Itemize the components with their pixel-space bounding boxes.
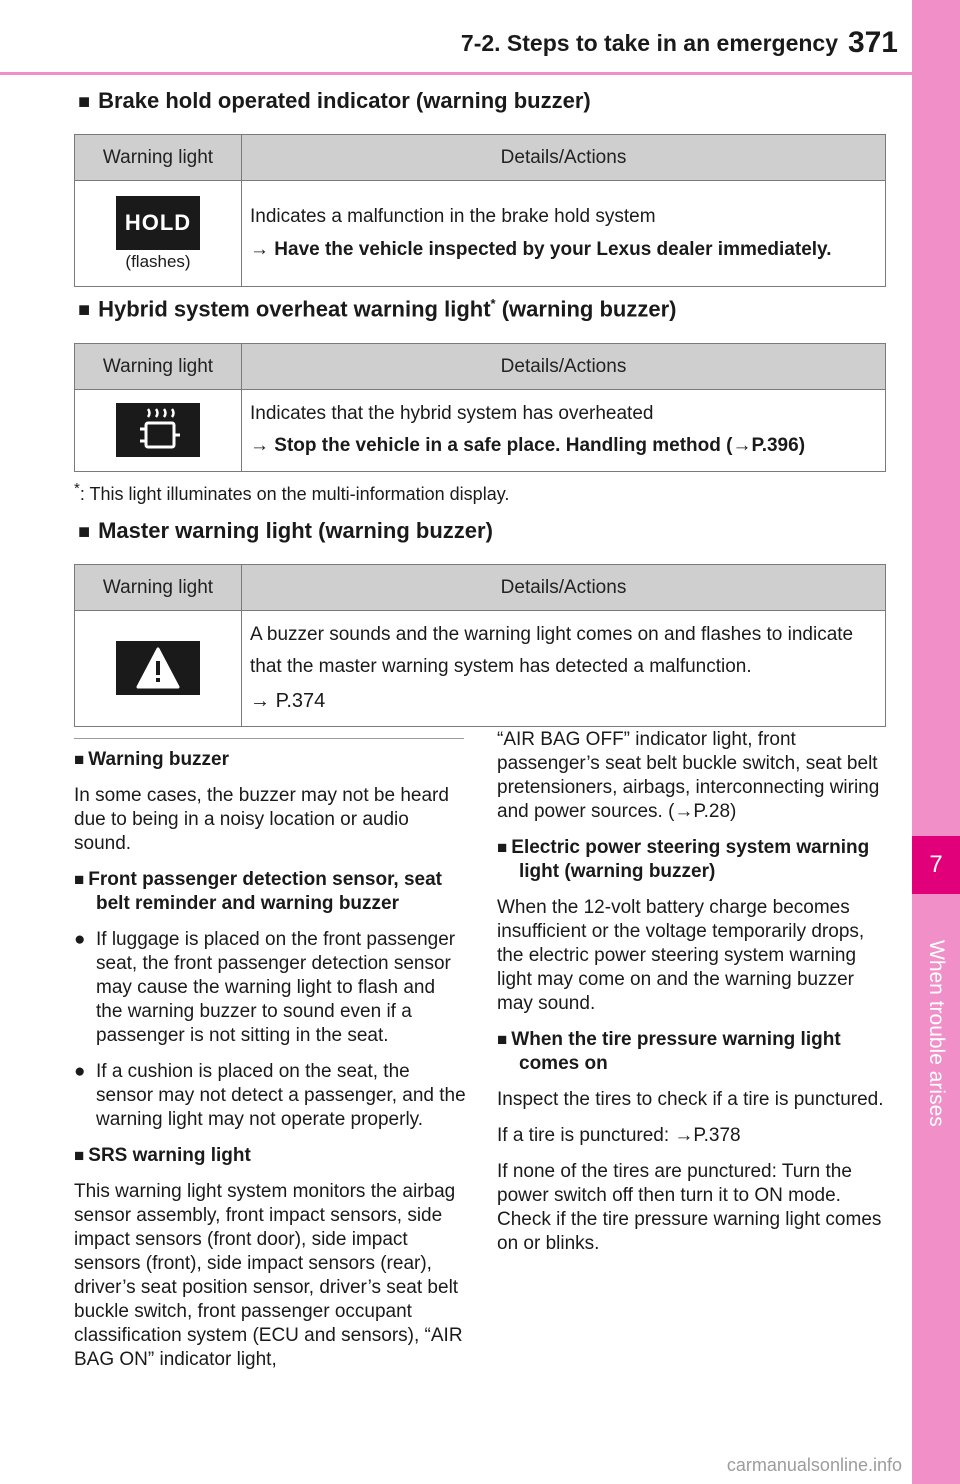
action-text: → Stop the vehicle in a safe place. Handling method (→P.396) xyxy=(250,435,806,457)
table-brake-hold xyxy=(74,134,886,287)
notes-left-column xyxy=(74,748,466,1384)
note-title-warning-buzzer: ■ Warning buzzer xyxy=(74,749,230,770)
detail-cell xyxy=(242,390,886,472)
chapter-title: When trouble arises xyxy=(925,940,948,1127)
detail-text: A buzzer sounds and the warning light comes on and flashes to indicate that the master warning system has detected a malfunction. xyxy=(250,624,854,678)
note-text: In some cases, the buzzer may not be heard due to being in a noisy location or audio sound. xyxy=(74,785,449,854)
note-title-eps: ■ Electric power steering system warning light (warning buzzer) xyxy=(497,837,870,882)
notes-right-column xyxy=(497,728,889,1268)
footnote: *: This light illuminates on the multi-information display. xyxy=(74,480,510,504)
header-rule xyxy=(0,72,912,75)
col-details-actions: Details/Actions xyxy=(242,344,886,390)
action-text: → Have the vehicle inspected by your Lexus dealer immediately. xyxy=(250,238,832,260)
col-warning-light: Warning light xyxy=(75,565,242,611)
heading-brake-hold: ■ Brake hold operated indicator (warning buzzer) xyxy=(78,88,591,113)
icon-cell xyxy=(75,390,242,472)
note-title-tire-pressure: ■ When the tire pressure warning light comes on xyxy=(497,1029,841,1074)
col-warning-light: Warning light xyxy=(75,135,242,181)
col-details-actions: Details/Actions xyxy=(242,565,886,611)
page-number: 371 xyxy=(847,26,898,59)
section-title: 7-2. Steps to take in an emergency xyxy=(460,30,838,56)
note-text: When the 12-volt battery charge becomes insufficient or the voltage temporarily drops, the electric power steering system warning light may come on and the warning buzzer may sound. xyxy=(497,897,865,1014)
heading-master-warning: ■ Master warning light (warning buzzer) xyxy=(78,518,493,543)
detail-cell xyxy=(242,611,886,727)
hybrid-overheat-icon xyxy=(116,403,200,457)
list-item: ● If a cushion is placed on the seat, the sensor may not detect a passenger, and the warning light may not operate properly. xyxy=(74,1061,466,1130)
note-text: If a tire is punctured: →P.378 xyxy=(497,1125,741,1146)
detail-text: Indicates that the hybrid system has overheated xyxy=(250,403,654,424)
action-text: → P.374 xyxy=(250,689,326,712)
note-text: Inspect the tires to check if a tire is punctured. xyxy=(497,1089,884,1110)
note-text: This warning light system monitors the airbag sensor assembly, front impact sensors, side impact sensors (front door), side impact sensors (front), side impact sensors (rear), driver’s seat position sensor, driver’s seat belt buckle switch, front passenger occupant classification system (ECU and sensors), “AIR BAG ON” indicator light, xyxy=(74,1181,463,1370)
chapter-number: 7 xyxy=(912,836,960,894)
note-text: If none of the tires are punctured: Turn the power switch off then turn it to ON mode. Check if the tire pressure warning light comes on or blinks. xyxy=(497,1161,882,1254)
detail-text: Indicates a malfunction in the brake hold system xyxy=(250,206,656,228)
list-item: ● If luggage is placed on the front passenger seat, the front passenger detection sensor may cause the warning light to flash and the warning buzzer to sound even if a passenger is not sitting in the seat. xyxy=(74,929,456,1046)
icon-cell xyxy=(75,611,242,727)
note-text: “AIR BAG OFF” indicator light, front passenger’s seat belt buckle switch, seat belt pretensioners, airbags, interconnecting wiring and power sources. (→P.28) xyxy=(497,729,880,822)
watermark: carmanualsonline.info xyxy=(726,1455,902,1475)
hold-icon: HOLD xyxy=(116,196,200,250)
note-title-srs: ■ SRS warning light xyxy=(74,1145,251,1166)
detail-cell xyxy=(242,181,886,287)
heading-hybrid-overheat: ■ Hybrid system overheat warning light* (warning buzzer) xyxy=(78,296,677,322)
col-details-actions: Details/Actions xyxy=(242,135,886,181)
table-master-warning xyxy=(74,564,886,727)
column-divider xyxy=(74,738,464,739)
col-warning-light: Warning light xyxy=(75,344,242,390)
table-hybrid-overheat xyxy=(74,343,886,472)
icon-cell xyxy=(75,181,242,287)
icon-caption: (flashes) xyxy=(125,251,191,271)
note-title-front-passenger: ■ Front passenger detection sensor, seat belt reminder and warning buzzer xyxy=(74,869,442,914)
master-warning-icon xyxy=(116,641,200,695)
chapter-side-tab xyxy=(912,0,960,1484)
